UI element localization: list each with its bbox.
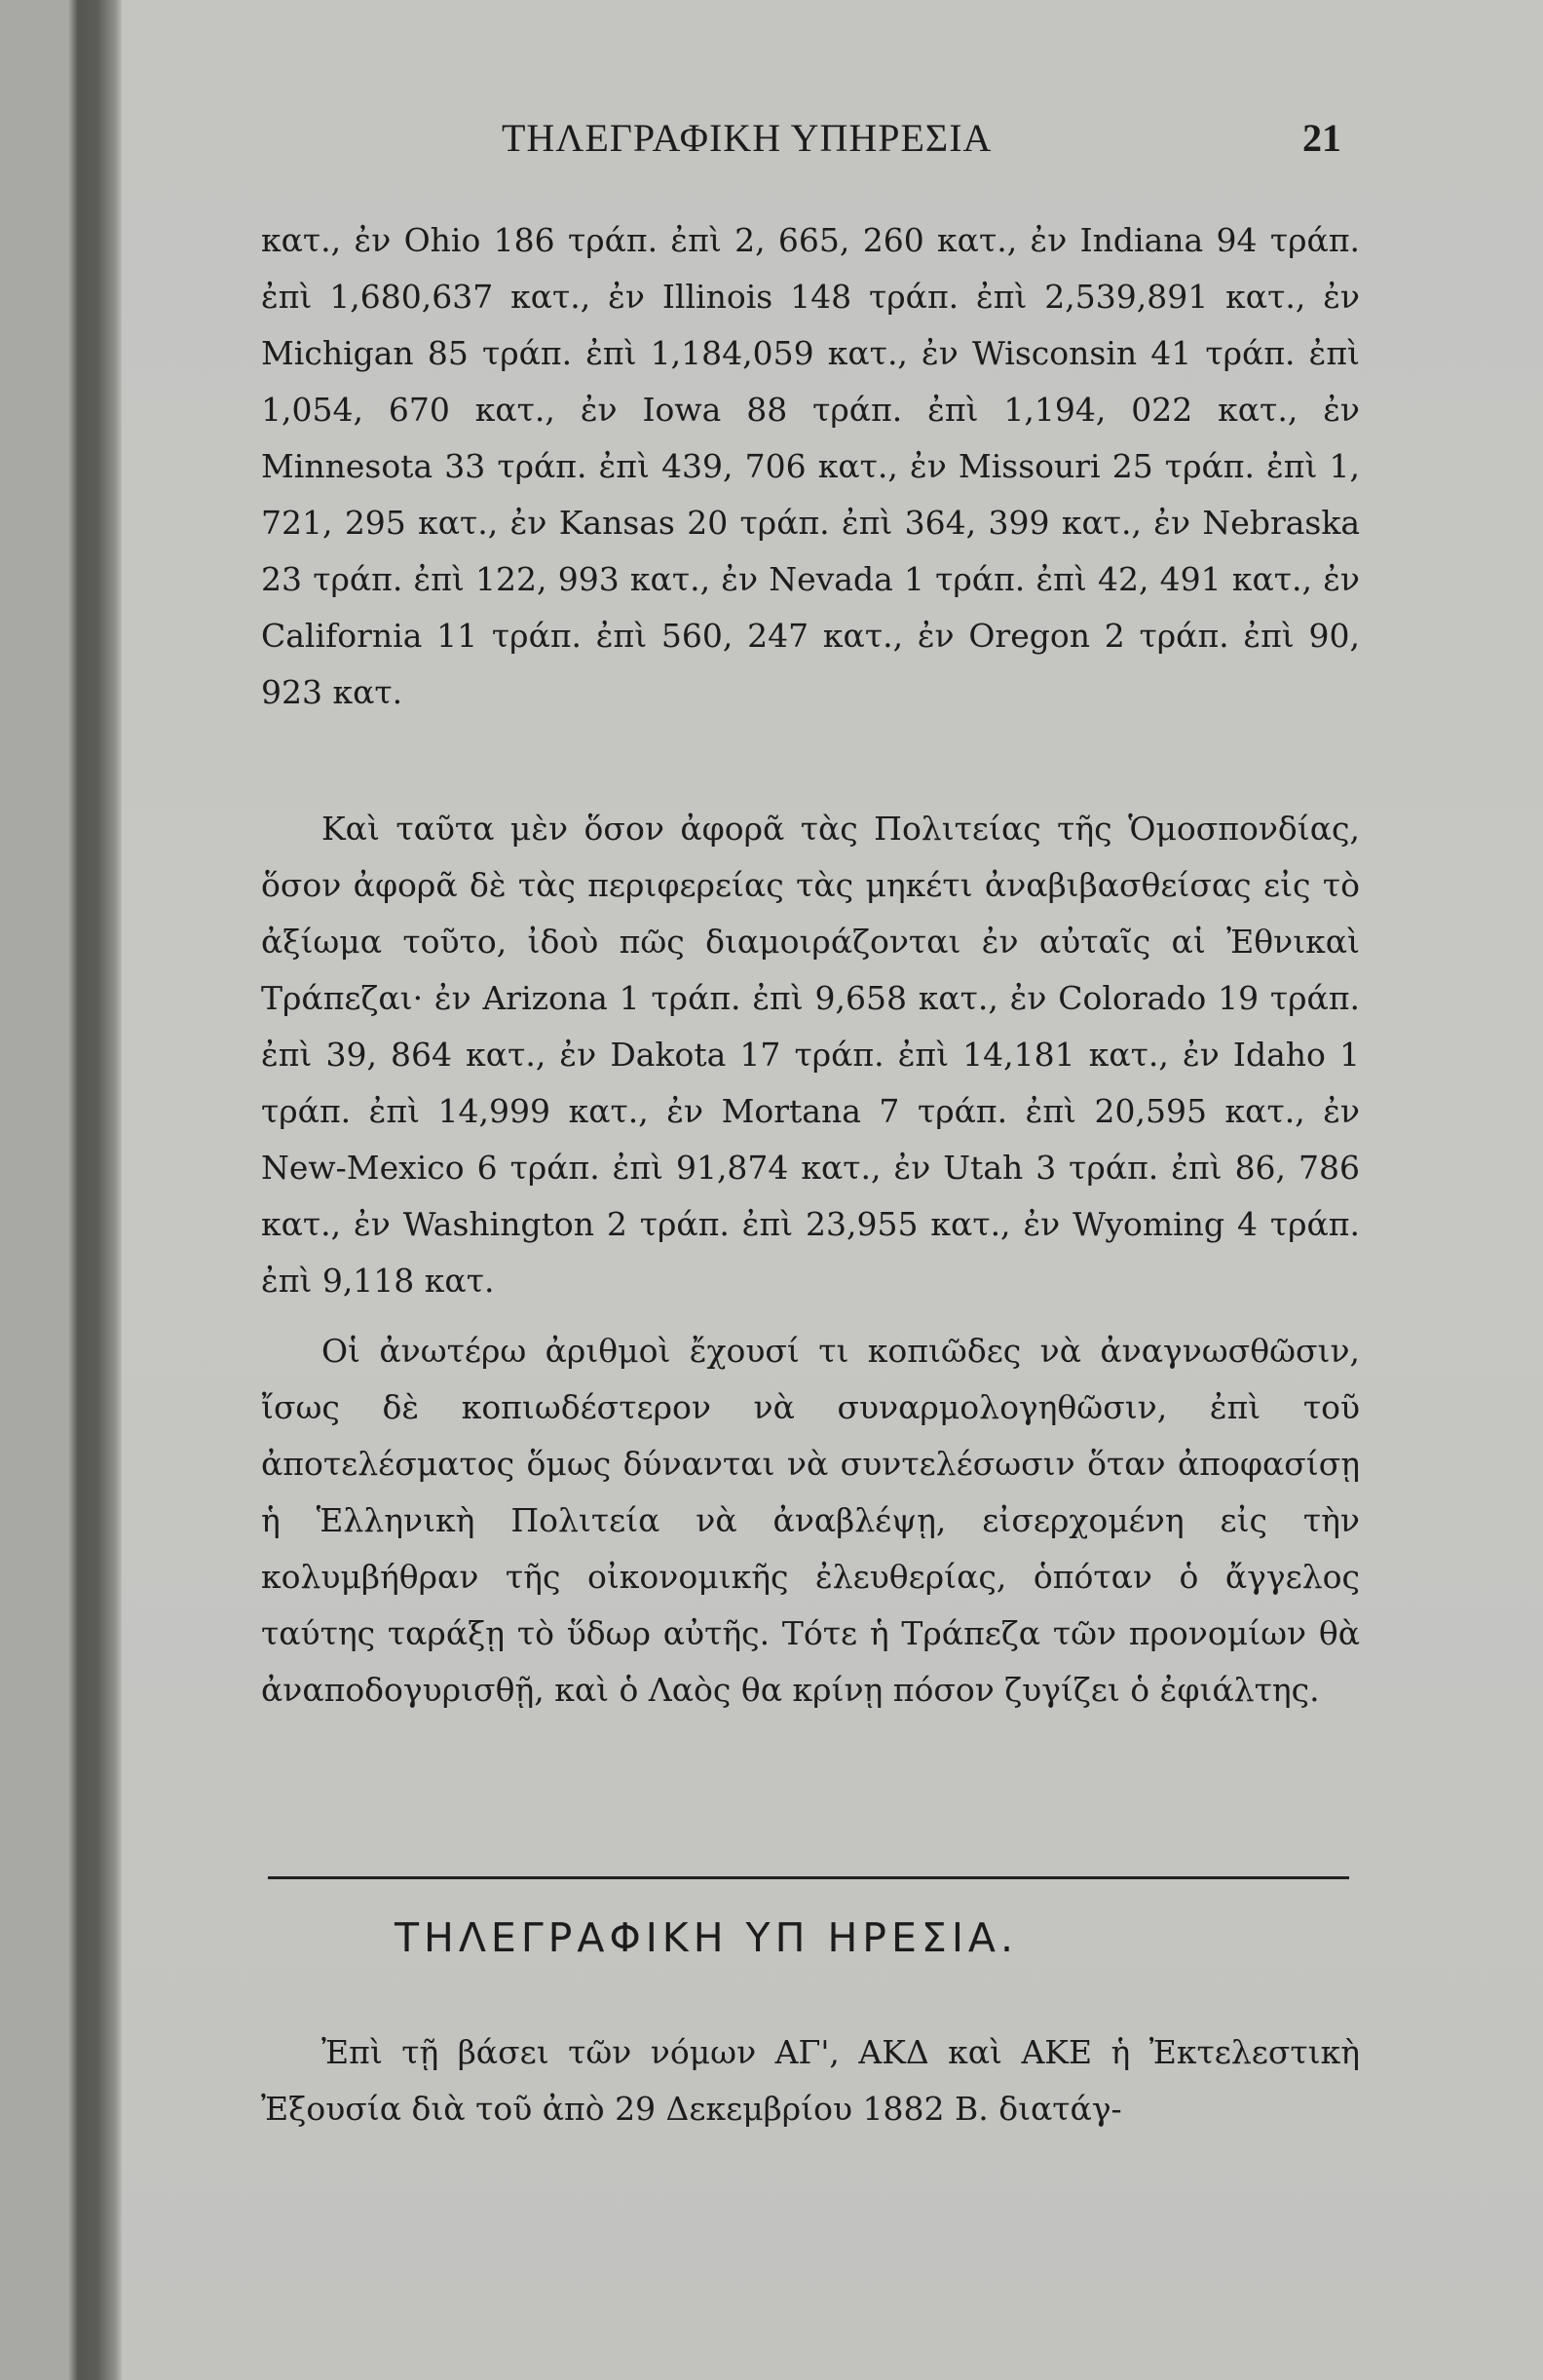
text-block-4	[261, 2024, 1360, 2137]
section-paragraph-1: Ἐπὶ τῇ βάσει τῶν νόμων ΑΓ', ΑΚΔ καὶ ΑΚΕ ἡ Ἐκτελεστικὴ Ἐξουσία διὰ τοῦ ἀπὸ 29 Δεκεμβρίου 1882 Β. διατάγ-	[261, 2033, 1360, 2128]
section-divider-rule	[268, 1876, 1349, 1879]
section-title: ΤΗΛΕΓΡΑΦΙΚΗ ΥΠ ΗΡΕΣΙΑ.	[395, 1914, 1018, 1961]
paragraph-3: Οἱ ἀνωτέρω ἀριθμοὶ ἔχουσί τι κοπιῶδες νὰ ἀναγνωσθῶσιν, ἴσως δὲ κοπιωδέστερον νὰ συναρμολογηθῶσιν, ἐπὶ τοῦ ἀποτελέσματος ὅμως δύνανται νὰ συντελέσωσιν ὅταν ἀποφασίσῃ ἡ Ἑλληνικὴ Πολιτεία νὰ ἀναβλέψῃ, εἰσερχομένη εἰς τὴν κολυμβήθραν τῆς οἰκονομικῆς ἐλευθερίας, ὁπόταν ὁ ἄγγελος ταύτης ταράξῃ τὸ ὕδωρ αὐτῆς. Τότε ἡ Τράπεζα τῶν προνομίων θὰ ἀναποδογυρισθῇ, καὶ ὁ Λαὸς θα κρίνῃ πόσον ζυγίζει ὁ ἐφιάλτης.	[261, 1332, 1360, 1709]
text-block-3	[261, 1323, 1360, 1719]
paragraph-2: Καὶ ταῦτα μὲν ὅσον ἀφορᾶ τὰς Πολιτείας τῆς Ὁμοσπονδίας, ὅσον ἀφορᾶ δὲ τὰς περιφερείας τὰς μηκέτι ἀναβιβασθείσας εἰς τὸ ἀξίωμα τοῦτο, ἰδοὺ πῶς διαμοιράζονται ἐν αὐταῖς αἱ Ἐθνικαὶ Τράπεζαι· ἐν Arizona 1 τράπ. ἐπὶ 9,658 κατ., ἐν Colorado 19 τράπ. ἐπὶ 39, 864 κατ., ἐν Dakota 17 τράπ. ἐπὶ 14,181 κατ., ἐν Idaho 1 τράπ. ἐπὶ 14,999 κατ., ἐν Mortana 7 τράπ. ἐπὶ 20,595 κατ., ἐν New-Mexico 6 τράπ. ἐπὶ 91,874 κατ., ἐν Utah 3 τράπ. ἐπὶ 86, 786 κατ., ἐν Washington 2 τράπ. ἐπὶ 23,955 κατ., ἐν Wyoming 4 τράπ. ἐπὶ 9,118 κατ.	[261, 810, 1360, 1300]
running-title: ΤΗΛΕΓΡΑΦΙΚΗ ΥΠΗΡΕΣΙΑ	[502, 116, 993, 160]
running-head	[375, 115, 1359, 173]
page-number: 21	[1302, 116, 1341, 160]
book-binding-gutter	[0, 0, 122, 2380]
text-block-2	[261, 801, 1360, 1309]
paragraph-1: κατ., ἐν Ohio 186 τράπ. ἐπὶ 2, 665, 260 κατ., ἐν Indiana 94 τράπ. ἐπὶ 1,680,637 κατ., ἐν Illinois 148 τράπ. ἐπὶ 2,539,891 κατ., ἐν Michigan 85 τράπ. ἐπὶ 1,184,059 κατ., ἐν Wisconsin 41 τράπ. ἐπὶ 1,054, 670 κατ., ἐν Iowa 88 τράπ. ἐπὶ 1,194, 022 κατ., ἐν Minnesota 33 τράπ. ἐπὶ 439, 706 κατ., ἐν Missouri 25 τράπ. ἐπὶ 1, 721, 295 κατ., ἐν Kansas 20 τράπ. ἐπὶ 364, 399 κατ., ἐν Nebraska 23 τράπ. ἐπὶ 122, 993 κατ., ἐν Nevada 1 τράπ. ἐπὶ 42, 491 κατ., ἐν California 11 τράπ. ἐπὶ 560, 247 κατ., ἐν Oregon 2 τράπ. ἐπὶ 90, 923 κατ.	[261, 221, 1360, 711]
text-block-1	[261, 212, 1360, 721]
